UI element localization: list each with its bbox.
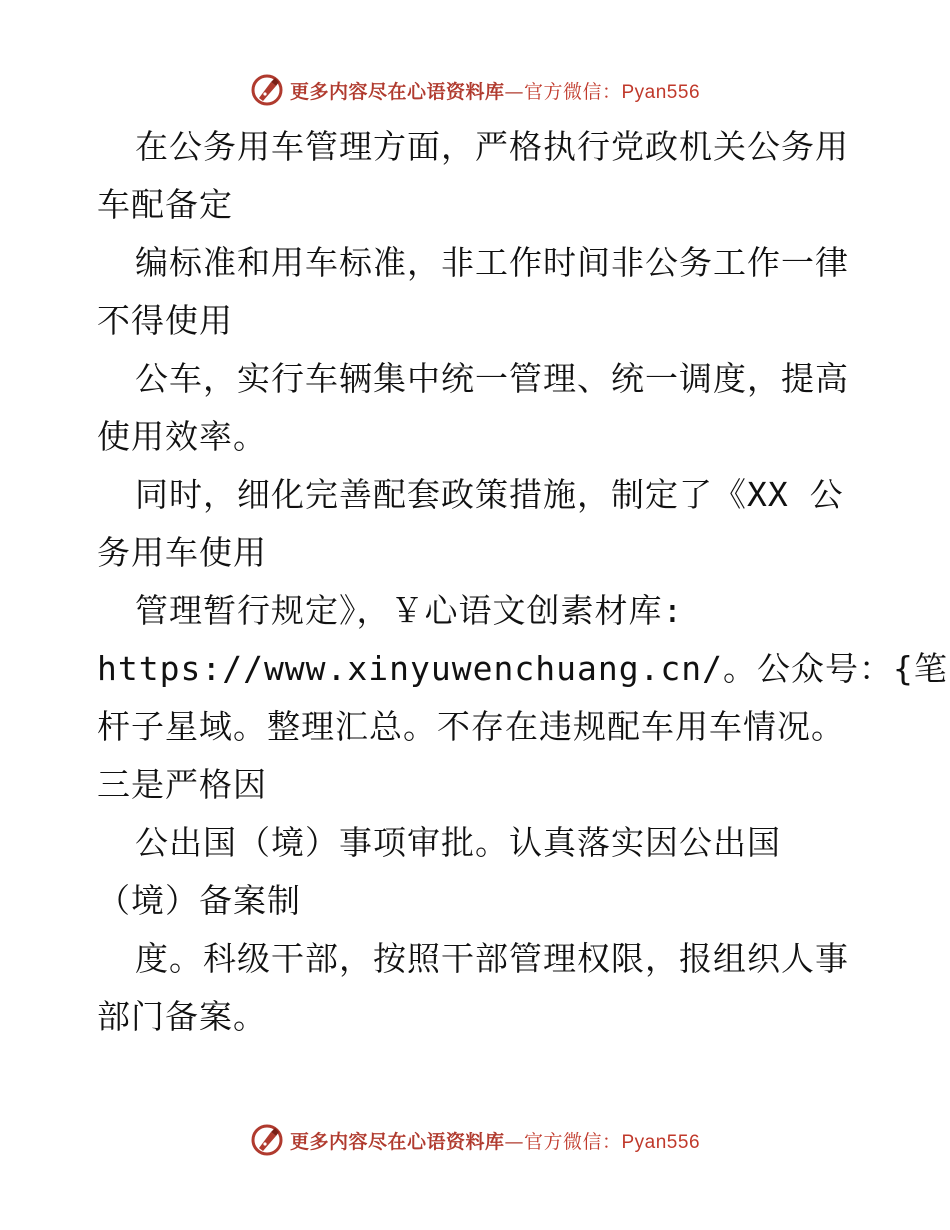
footer-banner-separator: —: [504, 1130, 524, 1153]
footer-banner-text: [290, 1127, 700, 1154]
footer-banner-main: 更多内容尽在心语资料库: [289, 1130, 505, 1153]
body-line: 度。科级干部，按照干部管理权限，报组织人事: [135, 939, 849, 978]
header-banner-wechat: 官方微信：: [523, 80, 622, 103]
body-line: 不得使用: [97, 301, 233, 340]
body-line: 使用效率。: [97, 417, 267, 456]
footer-banner-wechat-id: Pyan556: [621, 1131, 701, 1153]
header-banner-text: [290, 77, 700, 104]
header-banner-wechat-id: Pyan556: [621, 81, 701, 103]
body-line: 管理暂行规定》，￥心语文创素材库:: [135, 591, 684, 630]
body-line: 公出国（境）事项审批。认真落实因公出国: [135, 823, 781, 862]
document-body: [97, 118, 948, 1046]
body-line: 在公务用车管理方面，严格执行党政机关公务用: [135, 127, 849, 166]
body-line: 车配备定: [97, 185, 233, 224]
body-line: 编标准和用车标准，非工作时间非公务工作一律: [135, 243, 849, 282]
header-banner-separator: —: [504, 80, 524, 103]
body-line: 同时，细化完善配套政策措施，制定了《XX 公: [135, 475, 844, 514]
footer-banner: [0, 1120, 950, 1160]
body-line: 务用车使用: [97, 533, 267, 572]
footer-banner-wechat: 官方微信：: [523, 1130, 622, 1153]
body-line: https://www.xinyuwenchuang.cn/。公众号：{笔: [97, 649, 948, 688]
pen-nib-logo-icon: [250, 73, 284, 107]
body-line: 三是严格因: [97, 765, 267, 804]
header-banner-main: 更多内容尽在心语资料库: [289, 80, 505, 103]
header-banner: [0, 70, 950, 110]
body-line: 杆子星域。整理汇总。不存在违规配车用车情况。: [97, 707, 845, 746]
body-line: （境）备案制: [97, 881, 301, 920]
body-line: 公车，实行车辆集中统一管理、统一调度，提高: [135, 359, 849, 398]
pen-nib-logo-icon: [250, 1123, 284, 1157]
body-line: 部门备案。: [97, 997, 267, 1036]
